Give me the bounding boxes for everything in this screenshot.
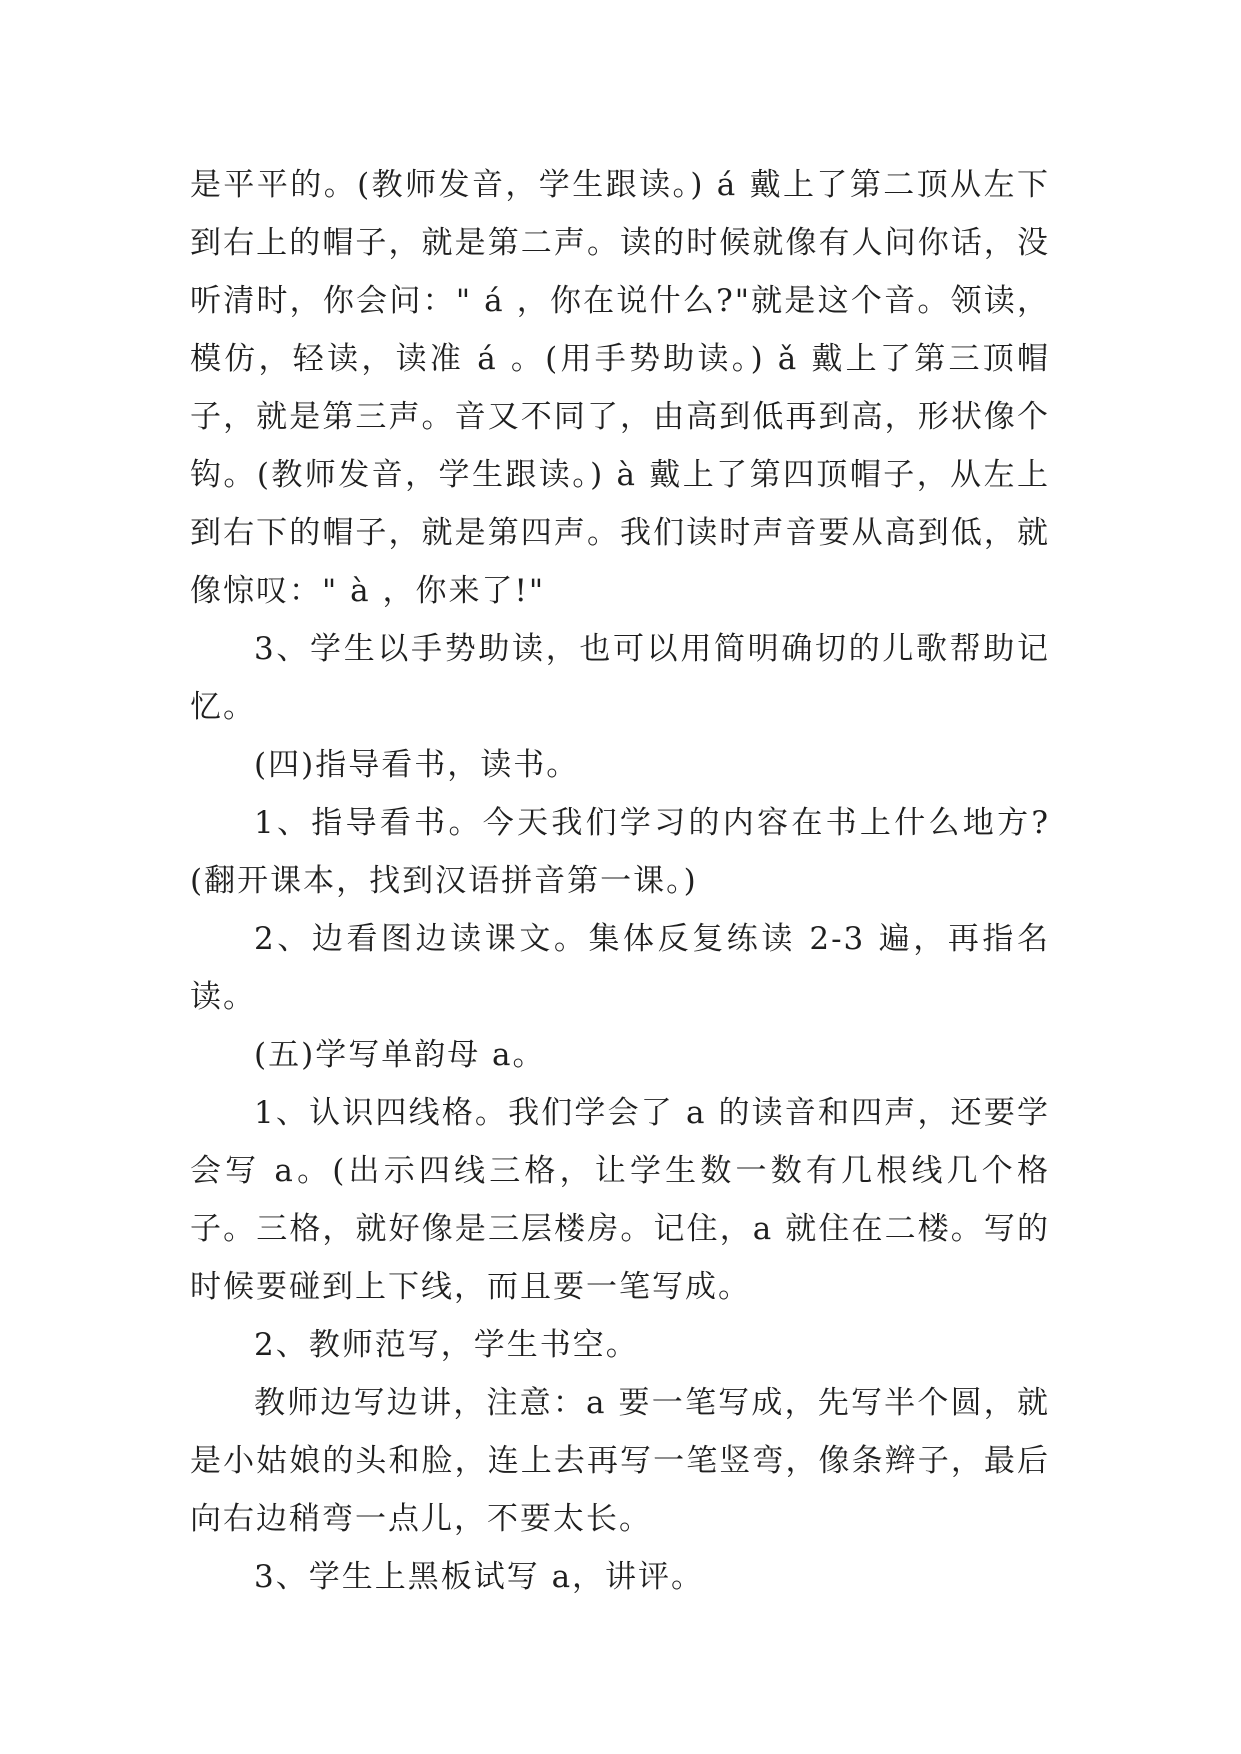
paragraph-4: 1、指导看书。今天我们学习的内容在书上什么地方?(翻开课本，找到汉语拼音第一课。) [190,805,1050,899]
paragraph-6: (五)学写单韵母 a。 [254,1037,546,1073]
paragraph-8: 2、教师范写，学生书空。 [254,1327,639,1363]
paragraph-7: 1、认识四线格。我们学会了 a 的读音和四声，还要学会写 a。(出示四线三格，让学生数一数有几根线几个格子。三格，就好像是三层楼房。记住，a 就住在二楼。写的时候要碰到上下线，而且要一笔写成。 [190,1095,1050,1305]
paragraph-1: 是平平的。(教师发音，学生跟读。) á 戴上了第二顶从左下到右上的帽子，就是第二声。读的时候就像有人问你话，没听清时，你会问：" á ，你在说什么?"就是这个音。领读，模仿，轻读，读准 á 。(用手势助读。) ǎ 戴上了第三顶帽子，就是第三声。音又不同了，由高到低再到高，形状像个钩。(教师发音，学生跟读。) à 戴上了第四顶帽子，从左上到右下的帽子，就是第四声。我们读时声音要从高到低，就像惊叹：" à ，你来了!" [190,167,1050,609]
paragraph-2: 3、学生以手势助读，也可以用简明确切的儿歌帮助记忆。 [190,631,1050,725]
paragraph-5: 2、边看图边读课文。集体反复练读 2-3 遍，再指名读。 [190,921,1050,1015]
document-body [190,156,1050,1606]
paragraph-3: (四)指导看书，读书。 [254,747,580,783]
paragraph-9: 教师边写边讲，注意：a 要一笔写成，先写半个圆，就是小姑娘的头和脸，连上去再写一笔竖弯，像条辫子，最后向右边稍弯一点儿，不要太长。 [190,1385,1050,1537]
paragraph-10: 3、学生上黑板试写 a，讲评。 [254,1559,705,1595]
